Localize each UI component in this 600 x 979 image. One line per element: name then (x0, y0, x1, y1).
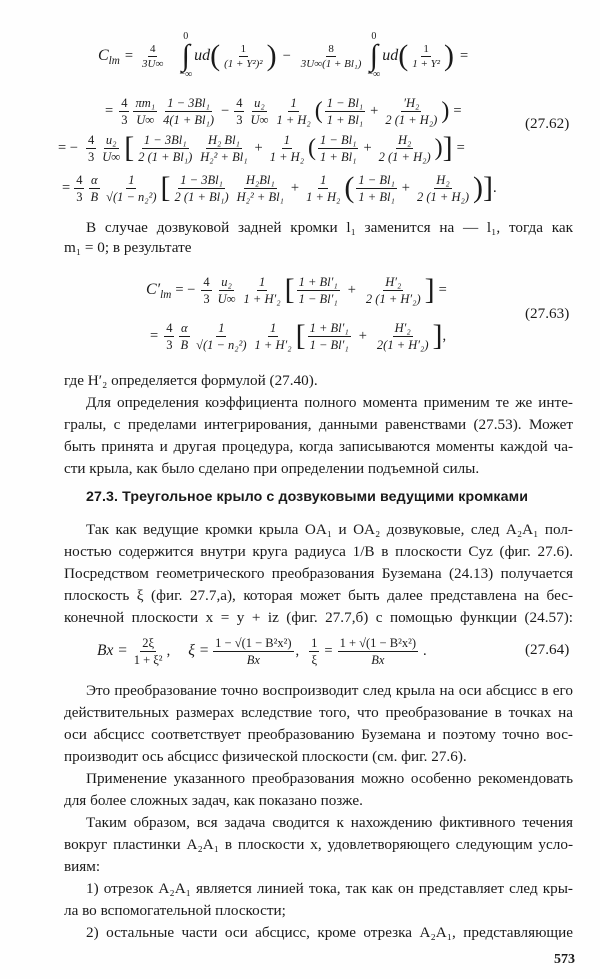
text-line: Так как ведущие кромки крыла OA₁ и OA₂ дозвуковые, след A₂A₁ пол- (86, 521, 573, 538)
text-line: Применение указанного преобразования можно особенно рекомендовать (86, 770, 573, 787)
plus-sign: + (370, 102, 379, 119)
eq-lhs: $C_{lm}$ (98, 47, 120, 68)
text-line: Посредством геометрического преобразования Буземана (24.13) получается (64, 565, 573, 582)
fraction-sqrt: $\frac{1}{\text{√(1 − n₂²)}}$ (196, 320, 247, 352)
text-line: плоскость ξ (фиг. 27.7,а), которая может быть далее представлена на бес- (64, 587, 573, 604)
equation-27-62-line-2 (105, 94, 462, 128)
equation-number-27-62: (27.62) (525, 115, 570, 132)
text-line: быть принята и другая процедура, когда записываются моменты каждой ча- (64, 438, 573, 455)
fraction: $\frac{1}{\xi}$ (311, 635, 318, 667)
fraction: $\frac{\text{1 − Bl₁}}{\text{1 + Bl₁}}$ (326, 95, 364, 127)
fraction: $\frac{\text{1 − Bl₁}}{\text{1 + Bl₁}}$ (358, 172, 395, 204)
equation-number-27-63: (27.63) (525, 305, 570, 322)
fraction: $\frac{\text{1 + Bl′₁}}{\text{1 − Bl′₁}}$ (309, 320, 349, 352)
fraction: $\frac{1}{\text{1 + H₂}}$ (269, 132, 305, 164)
fraction: $\frac{4}{3}$ (121, 95, 128, 127)
paren-close: ) (434, 135, 443, 161)
fraction: $\frac{\text{H′₂}}{\text{2 (1 + H′₂)}}$ (365, 274, 421, 306)
eq-sign: = (62, 179, 71, 196)
fraction: $\frac{\text{H′₂}}{\text{2(1 + H′₂)}}$ (376, 320, 429, 352)
equation-number-27-64: (27.64) (525, 641, 570, 658)
fraction: $\frac{\text{u₂}}{U\infty}$ (217, 274, 236, 306)
bracket-open: [ (284, 273, 295, 306)
paren-close: ) (441, 98, 450, 124)
fraction: $\frac{4}{3}$ (203, 274, 210, 306)
plus-sign: + (401, 179, 410, 196)
paren-open: ( (398, 39, 409, 72)
fraction: $\frac{1}{\text{1 + H₂}}$ (306, 172, 341, 204)
equation-27-62-line-3 (58, 130, 465, 166)
eq-lhs: $C'_{lm}$ (146, 281, 172, 302)
eq-lhs: Bx = (97, 642, 128, 659)
integral-sign: 0 ∫ −∞ (179, 31, 193, 80)
text-line: Таким образом, вся задача сводится к нахождению фиктивного течения (86, 814, 573, 831)
equation-27-63-line-1 (146, 270, 447, 310)
text-line: виям: (64, 858, 101, 875)
paren-open: ( (344, 171, 355, 204)
plus-sign: + (254, 139, 263, 156)
bracket-open: [ (160, 171, 171, 204)
fraction: $\frac{\text{H₂ Bl₁}}{\text{H₂² + Bl₁}}$ (200, 132, 248, 164)
fraction: $\frac{8}{\text{3U∞(1 + Bl₁)}}$ (300, 42, 362, 70)
bracket-close: ] (442, 131, 453, 164)
equation-27-63-line-2 (150, 314, 446, 358)
bracket-close: ] (424, 273, 435, 306)
text-line: Для определения коэффициента полного момента применим те же инте- (86, 394, 573, 411)
fraction: $\frac{1}{\text{1 + H′₂}}$ (254, 320, 292, 352)
plus-sign: + (347, 281, 356, 298)
text-line: m₁ = 0; в результате (64, 239, 192, 256)
text-line: ностью содержится внутри круга радиуса 1/B в плоскости Cyz (фиг. 27.6). (64, 543, 573, 560)
fraction-sqrt: $\frac{\text{1 − √(1 − B²x²)}}{Bx}$ (215, 635, 292, 667)
text-line: сти крыла, как было сделано при определении подъемной силы. (64, 460, 480, 477)
bracket-open: [ (295, 319, 306, 352)
eq-sign: = (456, 139, 465, 156)
text-line: действительных размерах вследствие того, что преобразование в точках на (64, 704, 573, 721)
text-line: где H′₂ определяется формулой (27.40). (64, 372, 318, 389)
fraction: $\frac{\text{′H₂}}{\text{2 (1 + H₂)}}$ (385, 95, 438, 127)
fraction: $\frac{1}{\text{1 + Y²}}$ (412, 42, 441, 70)
fraction-sqrt: $\frac{1}{\text{√(1 − n₂²)}}$ (106, 172, 157, 204)
fraction: $\frac{4}{3}$ (87, 132, 95, 164)
text-line: гралы, с пределами интегрирования, данными равенствами (27.53). Может (64, 416, 573, 433)
integrand: ud (194, 47, 211, 64)
fraction: $\frac{\text{1 − 3Bl₁}}{\text{2 (1 + Bl₁)}}$ (138, 132, 193, 164)
integrand: ud (382, 47, 399, 64)
paren-open: ( (314, 98, 323, 124)
comma: , (442, 327, 447, 344)
eq-sign: = (460, 47, 469, 64)
paren-close: ) (444, 39, 455, 72)
bracket-close: ] (483, 171, 493, 204)
eq-sign: = (453, 102, 462, 119)
eq-sign: = (105, 102, 114, 119)
eq-lhs: ξ = (188, 642, 210, 659)
text-line: для более сложных задач, как показано позже. (64, 792, 363, 809)
text-line: производит ось абсцисс физической плоскости (см. фиг. 27.6). (64, 748, 467, 765)
fraction: $\frac{1}{\text{1 + H′₂}}$ (243, 274, 281, 306)
comma: , (295, 642, 300, 659)
fraction: $\frac{4}{3}$ (76, 172, 83, 204)
integral-sign: 0 ∫ −∞ (367, 31, 381, 80)
page-number: 573 (554, 952, 575, 967)
fraction: $\frac{\text{1 − Bl₁}}{\text{1 + Bl₁}}$ (320, 132, 357, 164)
eq-sign: = (124, 47, 134, 64)
fraction: $\frac{4}{3}$ (236, 95, 243, 127)
paren-close: ) (266, 39, 277, 72)
minus-sign: − (221, 102, 230, 119)
fraction: $\frac{4}{3}$ (166, 320, 173, 352)
plus-sign: + (358, 327, 367, 344)
text-line: В случае дозвуковой задней кромки l₁ заменится на — l₁, тогда как (86, 219, 573, 236)
fraction: $\frac{\text{u₂}}{U\infty}$ (250, 95, 269, 127)
equation-27-62-line-4 (62, 168, 497, 208)
fraction: $\frac{\alpha}{B}$ (180, 320, 189, 352)
fraction: $\frac{\text{H₂}}{\text{2 (1 + H₂)}}$ (416, 172, 469, 204)
paren-open: ( (210, 39, 221, 72)
bracket-open: [ (124, 131, 135, 164)
fraction: $\frac{\alpha}{B}$ (90, 172, 99, 204)
fraction: $\frac{\text{1 − 3Bl₁}}{\text{4(1 + Bl₁)}}$ (163, 95, 215, 127)
text-line: конечной плоскости x = y + iz (фиг. 27.7,б) с помощью функции (24.57): (64, 609, 573, 626)
plus-sign: + (363, 139, 372, 156)
list-item-1-line: 1) отрезок A₂A₁ является линией тока, так как он представляет след кры- (86, 880, 573, 897)
eq-sign: = − (58, 139, 78, 156)
eq-sign: = (438, 281, 447, 298)
eq-sign: = (150, 327, 159, 344)
fraction-sqrt: $\frac{\text{1 + √(1 − B²x²)}}{Bx}$ (339, 635, 416, 667)
eq-sign: = (324, 642, 333, 659)
fraction: $\frac{1}{\text{1 + H₂}}$ (276, 95, 311, 127)
fraction: $\frac{1}{\text{(1 + Y²)²}}$ (224, 42, 263, 70)
fraction: $\frac{\text{u₂}}{U\infty}$ (102, 132, 121, 164)
eq-sign: = − (175, 281, 196, 298)
plus-sign: + (290, 179, 300, 196)
fraction: $\frac{4}{3U\infty}$ (142, 42, 164, 70)
text-line: вокруг пластинки A₂A₁ в плоскости x, удовлетворяющего следующим усло- (64, 836, 573, 853)
minus-sign: − (282, 47, 291, 64)
list-item-2-line: 2) остальные части оси абсцисс, кроме отрезка A₂A₁, представляющие (86, 924, 573, 941)
fraction: $\frac{\text{1 − 3Bl₁}}{\text{2 (1 + Bl₁)}}$ (174, 172, 229, 204)
fraction: $\frac{\text{H₂Bl₁}}{\text{H₂² + Bl₁}}$ (236, 172, 284, 204)
paren-close: ) (473, 171, 483, 204)
paren-open: ( (308, 135, 317, 161)
section-heading: 27.3. Треугольное крыло с дозвуковыми ведущими кромками (86, 489, 529, 505)
fraction: $\frac{\text{1 + Bl′₁}}{\text{1 − Bl′₁}}$ (298, 274, 338, 306)
comma: , (166, 642, 171, 659)
text-line: Это преобразование точно воспроизводит след крыла на оси абсцисс в его (86, 682, 573, 699)
text-line: оси абсцисс соответствует преобразованию Буземана и поэтому точно вос- (64, 726, 573, 743)
bracket-close: ] (432, 319, 443, 352)
fraction: $\frac{2\xi}{\text{1 + ξ²}}$ (133, 635, 163, 667)
list-item-1-line: ла во вспомогательной плоскости; (64, 902, 286, 919)
fraction: $\frac{\text{H₂}}{\text{2 (1 + H₂)}}$ (378, 132, 431, 164)
period: . (422, 642, 427, 659)
equation-27-62-line-1 (98, 22, 468, 90)
equation-27-64 (97, 630, 427, 672)
fraction: $\frac{\text{πm₁}}{U\infty}$ (135, 95, 156, 127)
period: . (493, 179, 497, 196)
